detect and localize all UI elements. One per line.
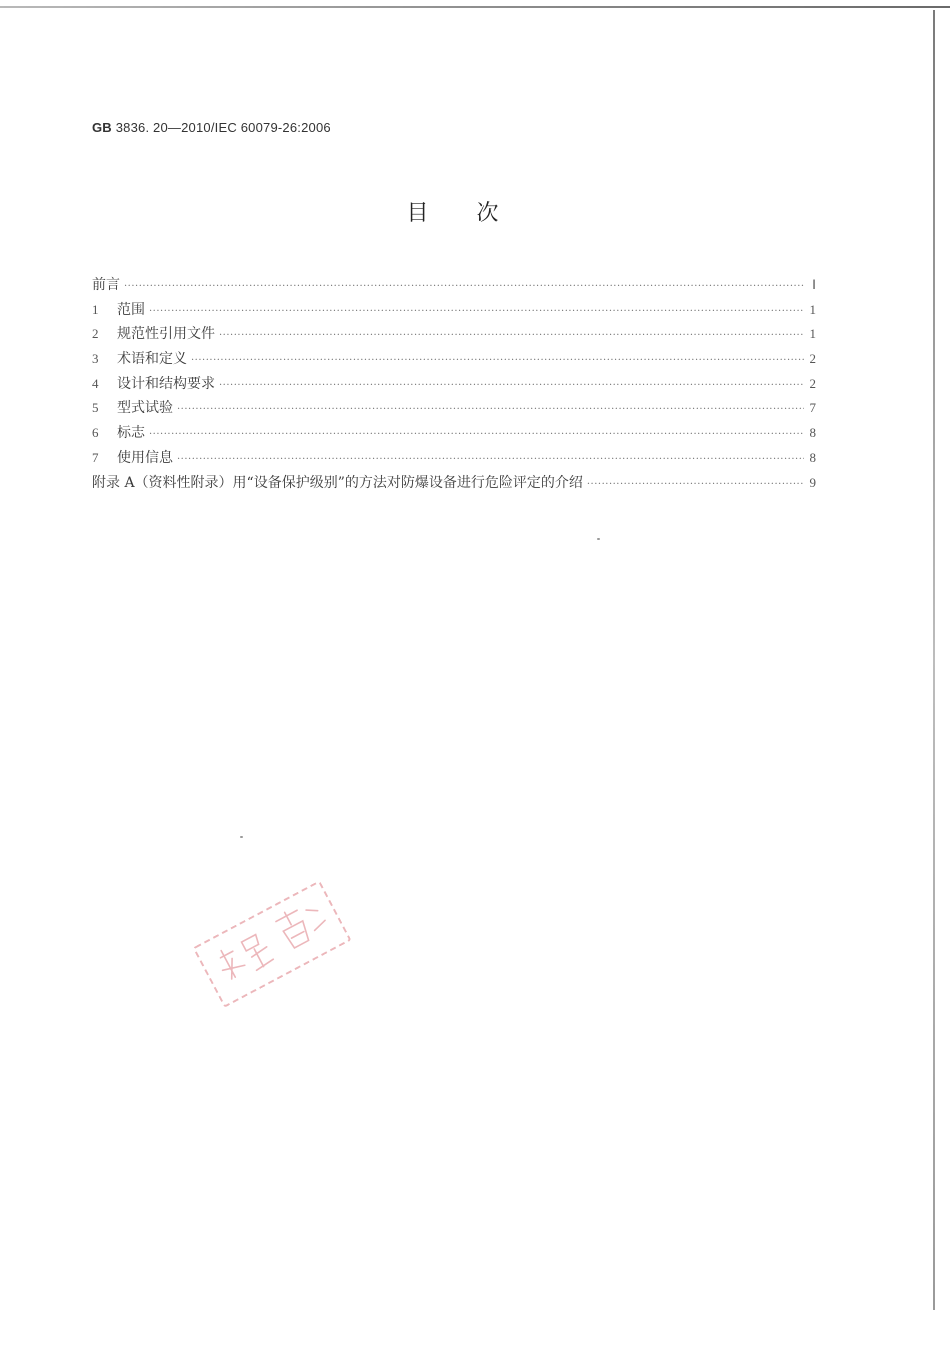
toc-entry-page: 2 [809,351,816,367]
toc-entry-4[interactable] [92,373,816,398]
toc-entry-6[interactable] [92,422,816,447]
toc-leader [587,479,804,490]
toc-leader [219,380,804,391]
toc-leader [191,355,804,366]
title-char-2: 次 [476,201,499,226]
toc-entry-label: 范围 [117,301,145,318]
toc-entry-label: 使用信息 [117,449,173,466]
toc-entry-page: 8 [809,425,816,441]
toc-entry-1[interactable] [92,299,816,324]
toc-entry-number: 2 [92,326,99,342]
toc-entry-label: 术语和定义 [117,351,187,368]
toc-entry-page: 1 [809,301,816,317]
scan-speck [240,836,243,838]
toc-entry-2[interactable] [92,323,816,348]
page-title [0,196,905,227]
title-char-1: 目 [406,201,429,226]
toc-entry-page: 2 [809,375,816,391]
toc-entry-label: 附录 A（资料性附录）用“设备保护级别”的方法对防爆设备进行危险评定的介绍 [92,474,583,491]
standard-prefix: GB [92,120,112,135]
scan-edge-top [0,6,950,8]
toc-entry-page: 8 [809,449,816,465]
toc-entry-foreword[interactable] [92,274,816,299]
toc-entry-label: 前言 [92,277,120,293]
toc-entry-5[interactable] [92,397,816,422]
standard-code [92,120,331,135]
toc-entry-page: 7 [809,400,816,416]
red-stamp-mark [192,880,351,1008]
toc-entry-annex-a[interactable] [92,472,816,497]
toc-entry-number: 3 [92,351,99,367]
toc-leader [219,330,804,341]
stamp-scribble-icon [195,883,349,1005]
table-of-contents [92,274,816,496]
toc-entry-page: 9 [809,474,816,490]
scan-edge-right [933,10,935,1310]
toc-leader [124,281,804,292]
toc-entry-number: 5 [92,400,99,416]
toc-leader [149,306,804,317]
toc-entry-number: 7 [92,449,99,465]
toc-leader [177,404,804,415]
toc-entry-number: 1 [92,301,99,317]
toc-entry-3[interactable] [92,348,816,373]
toc-leader [149,429,804,440]
toc-entry-page: Ⅰ [812,277,816,292]
toc-entry-page: 1 [809,326,816,342]
toc-entry-label: 型式试验 [117,400,173,417]
scan-speck [597,538,600,540]
toc-entry-number: 4 [92,375,99,391]
toc-entry-number: 6 [92,425,99,441]
standard-number: 3836. 20—2010/IEC 60079-26:2006 [115,120,331,135]
toc-entry-label: 标志 [117,425,145,442]
toc-entry-7[interactable] [92,447,816,472]
toc-leader [177,454,804,465]
toc-entry-label: 规范性引用文件 [117,326,215,343]
toc-entry-label: 设计和结构要求 [117,375,215,392]
